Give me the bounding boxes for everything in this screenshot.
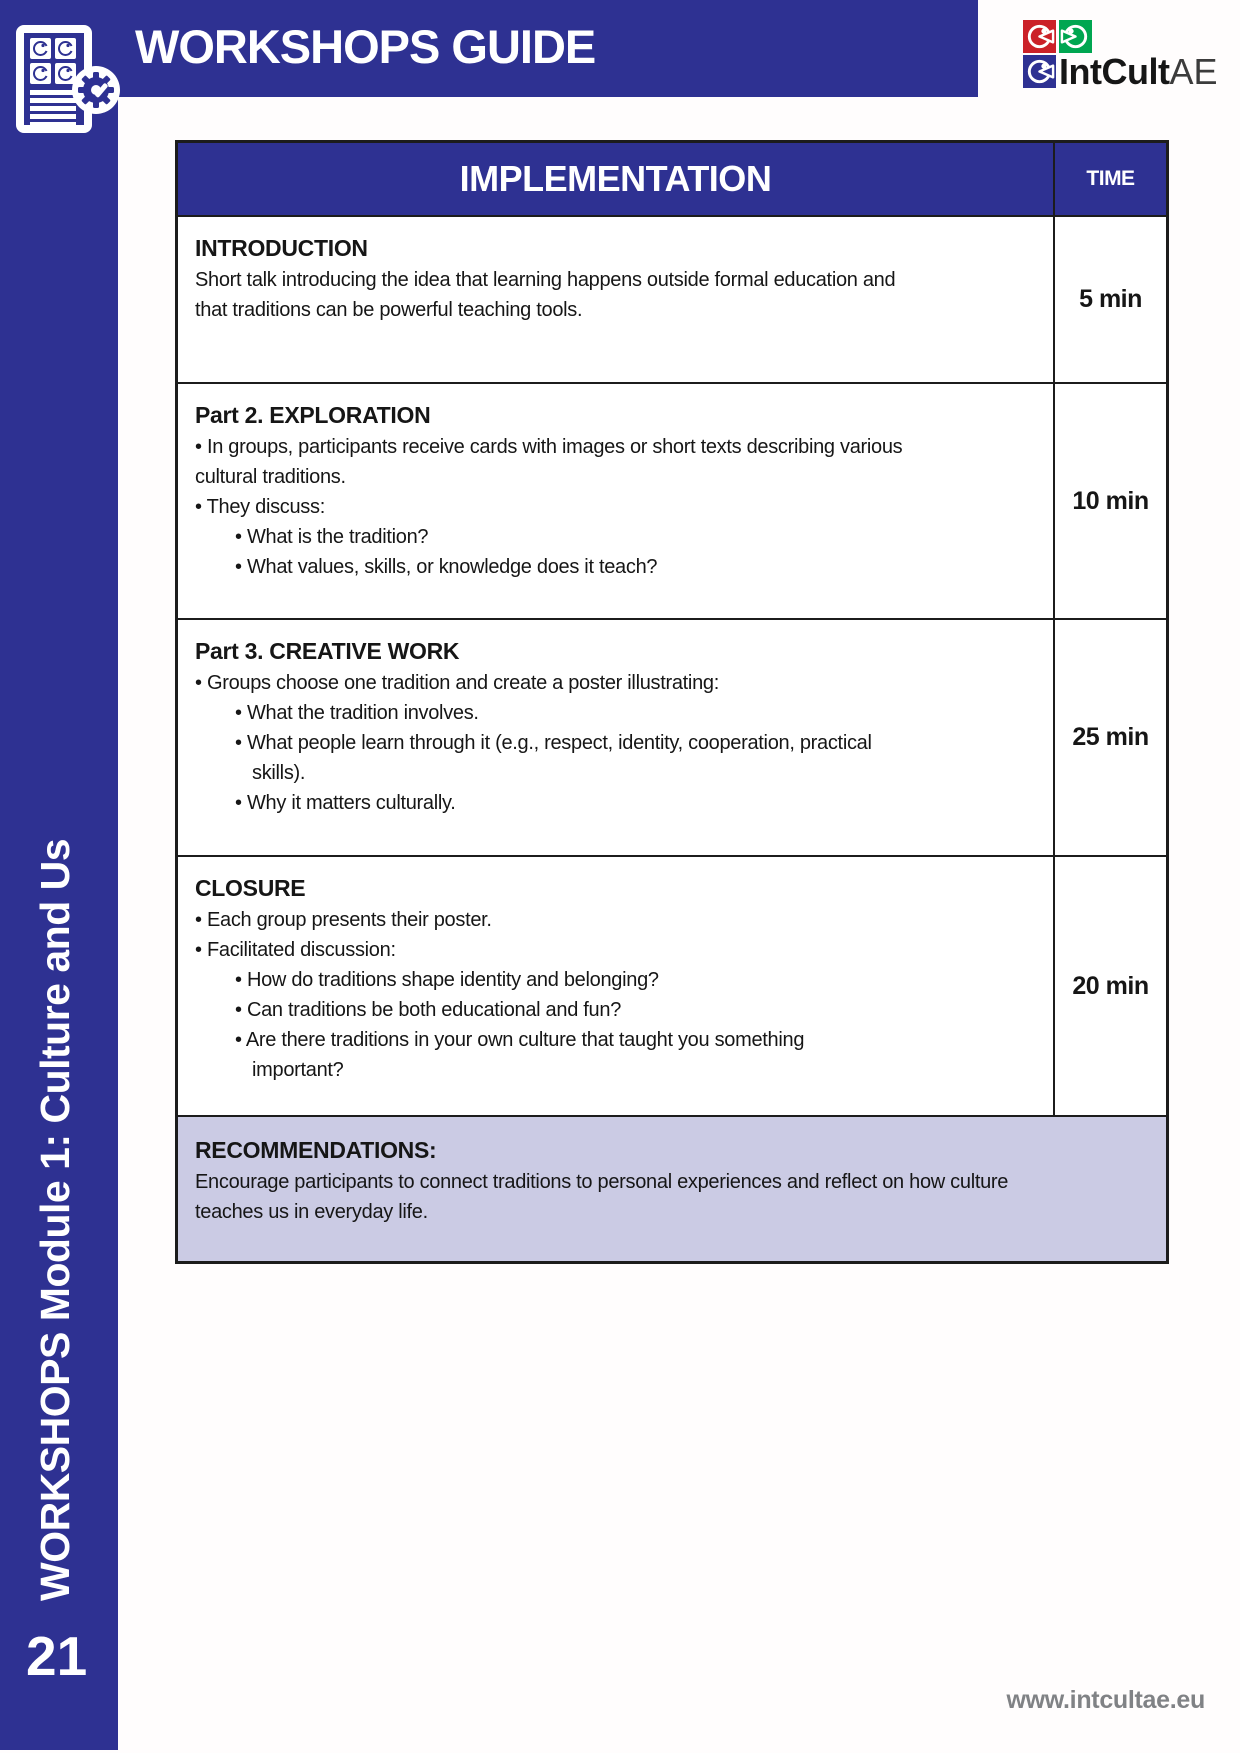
sub-bullet-item: • What is the tradition? [235, 526, 429, 548]
bullet-item: • Each group presents their poster. [195, 909, 492, 931]
bullet-item: • In groups, participants receive cards with images or short texts describing various [195, 436, 903, 458]
page-title: WORKSHOPS GUIDE [135, 20, 596, 73]
bullet-item: • Facilitated discussion: [195, 939, 396, 961]
time-value: 5 min [1053, 217, 1166, 382]
sub-bullet-item: • Are there traditions in your own culture that taught you something [235, 1029, 805, 1051]
table-row-recommendations [178, 1115, 1166, 1261]
bullet-item-continuation: cultural traditions. [195, 466, 346, 488]
implementation-header: IMPLEMENTATION [459, 158, 772, 199]
sub-bullet-item: • What values, skills, or knowledge does it teach? [235, 556, 658, 578]
recommendations-title: RECOMMENDATIONS: [195, 1137, 437, 1163]
text-lines [30, 90, 76, 126]
sidebar [0, 0, 118, 1750]
sub-bullet-item: • What the tradition involves. [235, 702, 479, 724]
implementation-table [175, 140, 1169, 1264]
table-row-introduction [178, 215, 1166, 382]
bullet-item: • Groups choose one tradition and create a poster illustrating: [195, 672, 719, 694]
sidebar-vertical-title: WORKSHOPS Module 1: Culture and Us [32, 838, 78, 1601]
sub-bullet-continuation: important? [252, 1059, 344, 1081]
recommendations-text: Encourage participants to connect traditions to personal experiences and reflect on how culture [195, 1171, 1009, 1193]
table-row-exploration [178, 382, 1166, 618]
sub-bullet-item: • Why it matters culturally. [235, 792, 456, 814]
logo-green-face-icon [1059, 20, 1092, 53]
row-text: that traditions can be powerful teaching tools. [195, 299, 583, 321]
time-value: 20 min [1053, 857, 1166, 1115]
workshops-document-icon [14, 24, 122, 134]
row-text: Short talk introducing the idea that learning happens outside formal education and [195, 269, 896, 291]
sub-bullet-item: • How do traditions shape identity and belonging? [235, 969, 659, 991]
header-band [0, 0, 978, 97]
time-value: 10 min [1053, 384, 1166, 618]
website-url[interactable]: www.intcultae.eu [1006, 1686, 1205, 1714]
table-row-creative-work [178, 618, 1166, 855]
page-number: 21 [26, 1625, 88, 1687]
row-title: CLOSURE [195, 875, 306, 901]
recommendations-text: teaches us in everyday life. [195, 1201, 428, 1223]
time-value: 25 min [1053, 620, 1166, 855]
sub-bullet-item: • What people learn through it (e.g., respect, identity, cooperation, practical [235, 732, 872, 754]
sub-bullet-continuation: skills). [252, 762, 306, 784]
logo-wordmark [1059, 51, 1218, 92]
logo-red-face-icon [1023, 20, 1056, 53]
gear [72, 66, 120, 114]
time-header: TIME [1086, 167, 1135, 190]
face-grid [30, 38, 76, 84]
sub-bullet-item: • Can traditions be both educational and fun? [235, 999, 622, 1021]
logo-blue-face-icon [1023, 55, 1056, 88]
table-row-closure [178, 855, 1166, 1115]
logo-text-light: AE [1169, 51, 1218, 92]
table-header-row [178, 143, 1166, 215]
row-title: Part 3. CREATIVE WORK [195, 638, 460, 664]
intcultae-logo [1023, 20, 1218, 92]
row-title: Part 2. EXPLORATION [195, 402, 431, 428]
logo-text-bold: IntCult [1059, 51, 1170, 92]
row-title: INTRODUCTION [195, 235, 368, 261]
bullet-item: • They discuss: [195, 496, 325, 518]
